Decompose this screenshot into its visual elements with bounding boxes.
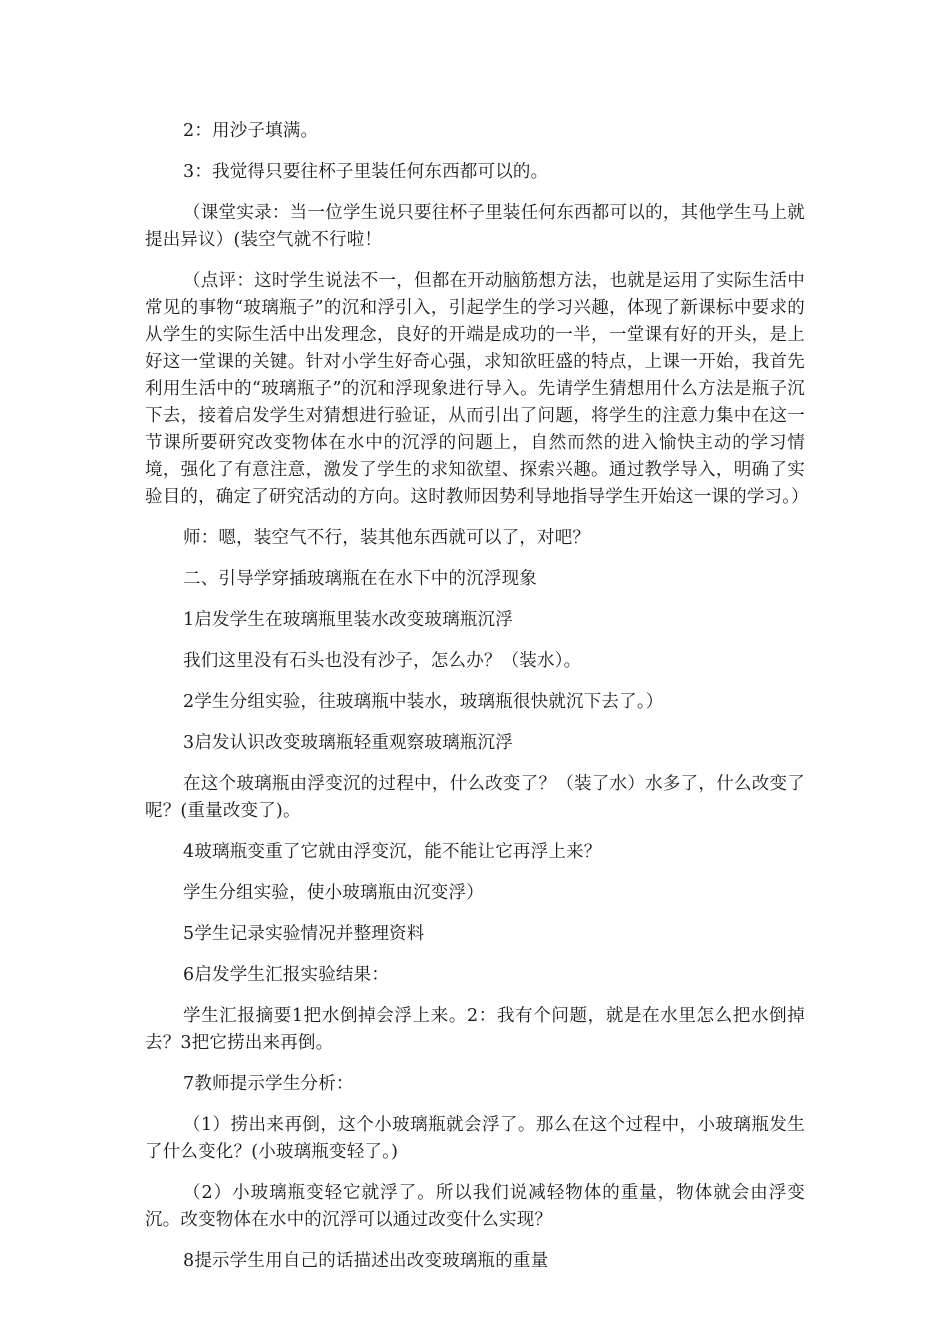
paragraph: 我们这里没有石头也没有沙子，怎么办？（装水）。 [183,651,582,671]
paragraph: （点评：这时学生说法不一，但都在开动脑筋想方法，也就是运用了实际生活中常见的事物“玻璃瓶子”的沉和浮引入，引起学生的学习兴趣，体现了新课标中要求的从学生的实际生活中出发理念，良好的开端是成功的一半，一堂课有好的开头，是上好这一堂课的关键。针对小学生好奇心强，求知欲旺盛的特点，上课一开始，我首先利用生活中的“玻璃瓶子”的沉和浮现象进行导入。先请学生猜想用什么方法是瓶子沉下去，接着启发学生对猜想进行验证，从而引出了问题，将学生的注意力集中在这一节课所要研究改变物体在水中的沉浮的问题上，自然而然的进入愉快主动的学习情境，强化了有意注意，激发了学生的求知欲望、探索兴趣。通过教学导入，明确了实验目的，确定了研究活动的方向。这时教师因势利导地指导学生开始这一课的学习。） [145,271,809,507]
paragraph: 1启发学生在玻璃瓶里装水改变玻璃瓶沉浮 [183,610,513,630]
paragraph: 在这个玻璃瓶由浮变沉的过程中，什么改变了？（装了水）水多了，什么改变了呢？(重量改变了)。 [145,774,805,821]
paragraph: 3启发认识改变玻璃瓶轻重观察玻璃瓶沉浮 [183,733,513,753]
paragraph: 8提示学生用自己的话描述出改变玻璃瓶的重量 [183,1251,549,1271]
paragraph: 师：嗯，装空气不行，装其他东西就可以了，对吧？ [183,528,591,548]
paragraph: （1）捞出来再倒，这个小玻璃瓶就会浮了。那么在这个过程中，小玻璃瓶发生了什么变化？(小玻璃瓶变轻了。) [145,1115,805,1162]
section-heading: 二、引导学穿插玻璃瓶在在水下中的沉浮现象 [183,569,537,589]
paragraph: 3：我觉得只要往杯子里装任何东西都可以的。 [183,162,549,182]
paragraph: 学生分组实验，使小玻璃瓶由沉变浮） [183,883,484,903]
document-page [145,118,809,1289]
paragraph: 7教师提示学生分析： [183,1074,354,1094]
paragraph: 2：用沙子填满。 [183,121,319,141]
paragraph: 6启发学生汇报实验结果： [183,965,390,985]
paragraph: 学生汇报摘要1把水倒掉会浮上来。2：我有个问题，就是在水里怎么把水倒掉去？3把它捞出来再倒。 [145,1006,805,1053]
paragraph: 2学生分组实验，往玻璃瓶中装水，玻璃瓶很快就沉下去了。） [183,692,664,712]
paragraph: 5学生记录实验情况并整理资料 [183,924,425,944]
paragraph: 4玻璃瓶变重了它就由浮变沉，能不能让它再浮上来？ [183,842,602,862]
paragraph: （课堂实录：当一位学生说只要往杯子里装任何东西都可以的，其他学生马上就提出异议）(装空气就不行啦！ [145,203,805,250]
paragraph: （2）小玻璃瓶变轻它就浮了。所以我们说减轻物体的重量，物体就会由浮变沉。改变物体在水中的沉浮可以通过改变什么实现？ [145,1183,805,1230]
